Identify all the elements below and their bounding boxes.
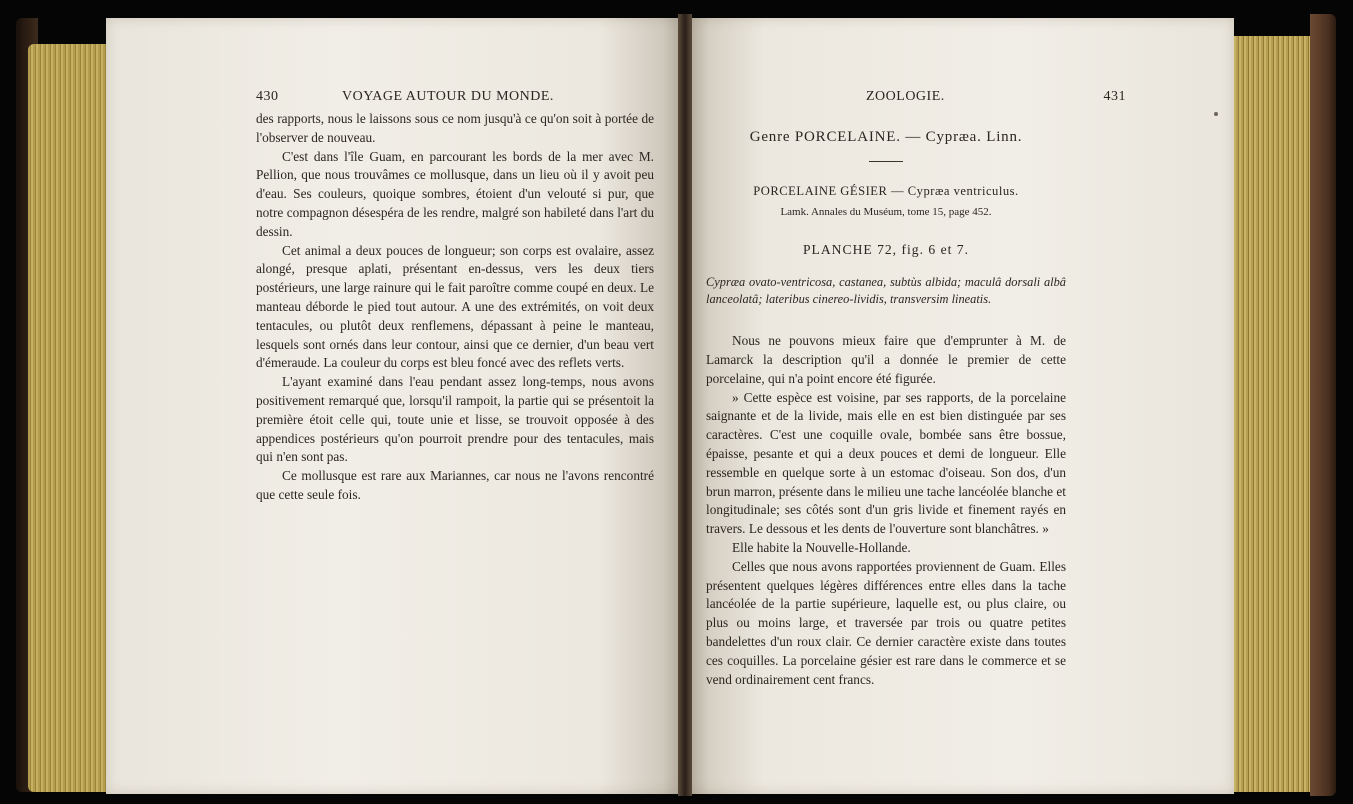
right-running-title: ZOOLOGIE. [866, 89, 945, 104]
left-running-head [256, 88, 654, 110]
left-page-number: 430 [256, 89, 279, 104]
left-paragraph: Ce mollusque est rare aux Mariannes, car nous ne l'avons rencontré que cette seule fois. [256, 468, 654, 502]
left-running-title: VOYAGE AUTOUR DU MONDE. [342, 89, 554, 104]
book-gutter [678, 14, 692, 796]
right-quote-paragraph: » Cette espèce est voisine, par ses rapports, de la porcelaine saignante et de la livide, mais elle en est bien distinguée par ses caractères. C'est une coquille ovale, bombée sans être bossue, épaisse, pesante et qui a deux pouces et demi de longueur. Elle ressemble en quelque sorte à un estomac d'oiseau. Son dos, d'un brun marron, présente dans le milieu une tache lancéolée blanche et longitudinale; ses côtés sont d'un gris livide et finement rayés en travers. Le dessous et les dents de l'ouverture sont blanchâtres. » [706, 389, 1066, 537]
species-reference: Lamk. Annales du Muséum, tome 15, page 452. [780, 205, 992, 218]
right-paragraph: Nous ne pouvons mieux faire que d'emprunter à M. de Lamarck la description qu'il a donnée le premier de cette porcelaine, qui n'a point encore été figurée. [706, 333, 1066, 386]
genre-heading: Genre PORCELAINE. — Cypræa. Linn. [749, 129, 1023, 145]
open-book [10, 14, 1344, 796]
left-paragraph: C'est dans l'île Guam, en parcourant les bords de la mer avec M. Pellion, que nous trouvâmes ce mollusque, dans un lieu où il y avoit peu d'eau. Ses couleurs, quoique sombres, étoient d'un velouté si pur, que notre compagnon désespéra de les rendre, malgré son habileté dans l'art du dessin. [256, 148, 654, 239]
left-paragraph: L'ayant examiné dans l'eau pendant assez long-temps, nous avons positivement remarqué que, lorsqu'il rampoit, la partie qui se présentoit la première étoit celle qui, toute unie et lisse, se trouvoit opposée à des appendices postérieurs qu'on pourroit prendre pour des tentacules, mais qui n'en sont pas. [256, 374, 654, 465]
right-page-text [706, 88, 1126, 689]
species-heading: PORCELAINE GÉSIER — Cypræa ventriculus. [753, 183, 1019, 198]
latin-diagnosis: Cypræa ovato-ventricosa, castanea, subtùs albida; maculâ dorsali albâ lanceolatâ; lateribus cinereo-lividis, transversim lineatis. [706, 275, 1066, 307]
right-body [706, 332, 1066, 689]
plate-reference: PLANCHE 72, fig. 6 et 7. [803, 242, 969, 258]
left-paragraph: Cet animal a deux pouces de longueur; son corps est ovalaire, assez alongé, presque aplati, présentant en-dessus, vers les deux tiers postérieurs, une large rainure qui le fait paroître comme coupé en deux. Le manteau déborde le pied tout autour. A une des extrémités, on voit deux tentacules, ou plutôt deux renflemens, dépassant à peine le manteau, lesquels sont ornés dans leur contour, ainsi que ce dernier, d'un beau vert d'émeraude. La couleur du corps est bleu foncé avec des reflets verts. [256, 242, 654, 371]
right-page-number: 431 [1103, 89, 1126, 104]
left-paragraph: des rapports, nous le laissons sous ce nom jusqu'à ce qu'on soit à portée de l'observer de nouveau. [256, 111, 654, 145]
left-page-text [256, 88, 654, 505]
cover-right [1310, 14, 1336, 796]
left-body [256, 110, 654, 505]
right-paragraph: Celles que nous avons rapportées proviennent de Guam. Elles présentent quelques légères différences entre elles dans la tache lancéolée de la partie supérieure, laquelle est, ou plus claire, ou plus ou moins large, et traversée par trois ou quatre petites bandelettes d'un roux clair. Ce dernier caractère existe dans toutes ces coquilles. La porcelaine gésier est rare dans le commerce et se vend ordinairement cent francs. [706, 558, 1066, 687]
page-mark [1214, 112, 1218, 116]
section-rule [869, 161, 903, 162]
right-running-head [706, 88, 1126, 110]
right-paragraph: Elle habite la Nouvelle-Hollande. [732, 539, 911, 555]
